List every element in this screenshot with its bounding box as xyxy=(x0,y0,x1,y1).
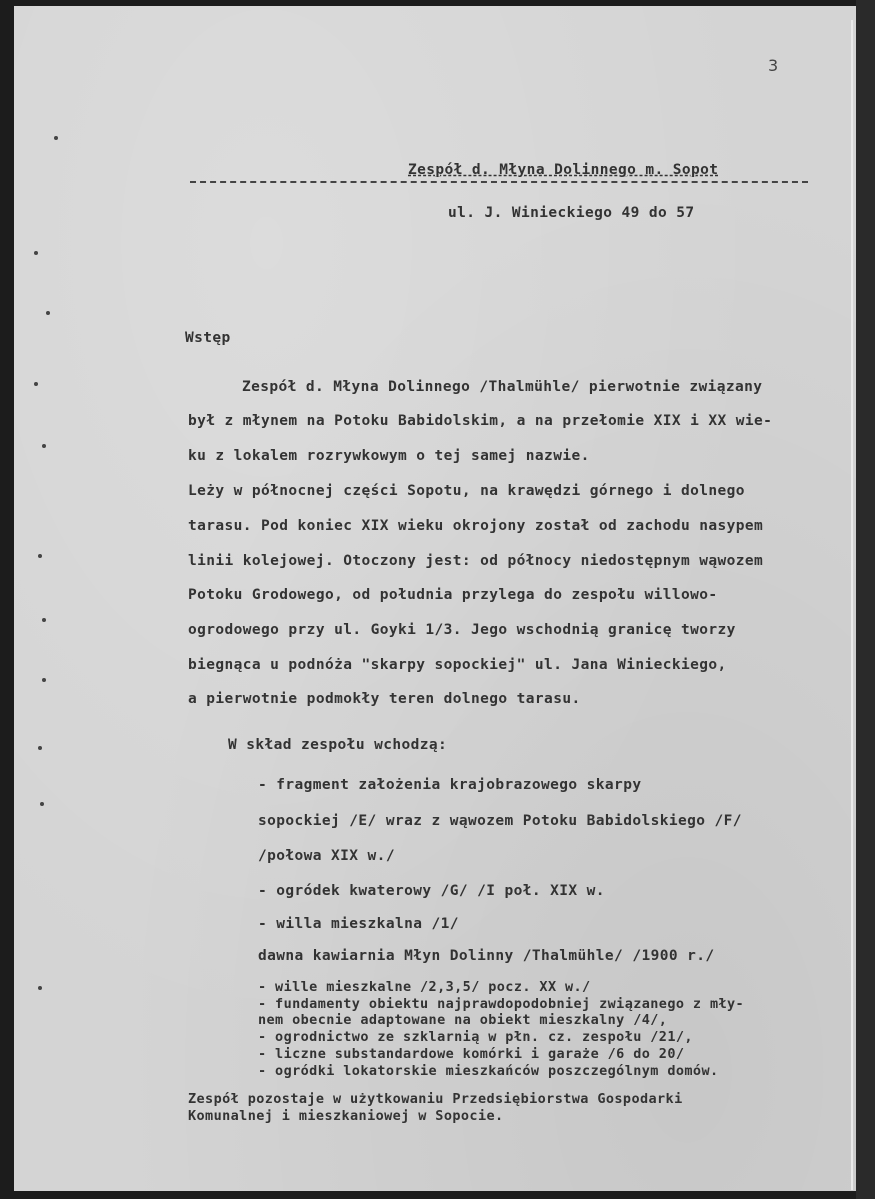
list-item: - wille mieszkalne /2,3,5/ pocz. XX w./ xyxy=(258,979,591,995)
intro-line: tarasu. Pod koniec XIX wieku okrojony został od zachodu nasypem xyxy=(188,518,764,534)
scan-speck xyxy=(54,136,58,140)
intro-line: Zespół d. Młyna Dolinnego /Thalmühle/ pierwotnie związany xyxy=(242,379,763,395)
intro-line: ogrodowego przy ul. Goyki 1/3. Jego wschodnią granicę tworzy xyxy=(188,622,736,638)
scan-speck xyxy=(40,802,44,806)
scan-edge-line xyxy=(851,20,853,1190)
closing-line: Zespół pozostaje w użytkowaniu Przedsiębiorstwa Gospodarki xyxy=(188,1091,683,1107)
document-page xyxy=(14,6,856,1191)
address-line: ul. J. Winieckiego 49 do 57 xyxy=(448,205,695,221)
intro-line: Potoku Grodowego, od południa przylega do zespołu willowo- xyxy=(188,587,718,603)
list-item: - ogródek kwaterowy /G/ /I poł. XIX w. xyxy=(258,883,605,899)
scan-speck xyxy=(38,986,42,990)
list-item: - fragment założenia krajobrazowego skarpy xyxy=(258,777,642,793)
intro-line: linii kolejowej. Otoczony jest: od północy niedostępnym wąwozem xyxy=(188,553,764,569)
document-title: Zespół d. Młyna Dolinnego m. Sopot xyxy=(408,162,719,178)
intro-line: Leży w północnej części Sopotu, na krawędzi górnego i dolnego xyxy=(188,483,745,499)
closing-line: Komunalnej i mieszkaniowej w Sopocie. xyxy=(188,1108,504,1124)
scan-speck xyxy=(34,382,38,386)
scan-speck xyxy=(38,746,42,750)
scan-speck xyxy=(42,618,46,622)
scan-speck xyxy=(46,311,50,315)
list-item: - fundamenty obiektu najprawdopodobniej związanego z mły- xyxy=(258,996,745,1012)
scan-speck xyxy=(38,554,42,558)
scan-edge xyxy=(856,0,875,1199)
list-item: - willa mieszkalna /1/ xyxy=(258,916,459,932)
intro-line: biegnąca u podnóża "skarpy sopockiej" ul. Jana Winieckiego, xyxy=(188,657,727,673)
list-item: - liczne substandardowe komórki i garaże /6 do 20/ xyxy=(258,1046,685,1062)
list-item: nem obecnie adaptowane na obiekt mieszkalny /4/, xyxy=(258,1012,668,1028)
list-item: sopockiej /E/ wraz z wąwozem Potoku Babidolskiego /F/ xyxy=(258,813,742,829)
title-rule xyxy=(190,181,808,183)
section-heading: Wstęp xyxy=(185,330,231,346)
list-item: /połowa XIX w./ xyxy=(258,848,395,864)
intro-line: ku z lokalem rozrywkowym o tej samej nazwie. xyxy=(188,448,590,464)
intro-line: był z młynem na Potoku Babidolskim, a na przełomie XIX i XX wie- xyxy=(188,413,773,429)
intro-line: a pierwotnie podmokły teren dolnego tarasu. xyxy=(188,691,581,707)
scan-speck xyxy=(42,444,46,448)
list-item: - ogrodnictwo ze szklarnią w płn. cz. zespołu /21/, xyxy=(258,1029,693,1045)
list-item: - ogródki lokatorskie mieszkańców poszczególnym domów. xyxy=(258,1063,719,1079)
scan-speck xyxy=(34,251,38,255)
list-item: dawna kawiarnia Młyn Dolinny /Thalmühle/ /1900 r./ xyxy=(258,948,715,964)
scan-speck xyxy=(42,678,46,682)
composition-heading: W skład zespołu wchodzą: xyxy=(228,737,448,753)
page-number: 3 xyxy=(768,56,779,75)
